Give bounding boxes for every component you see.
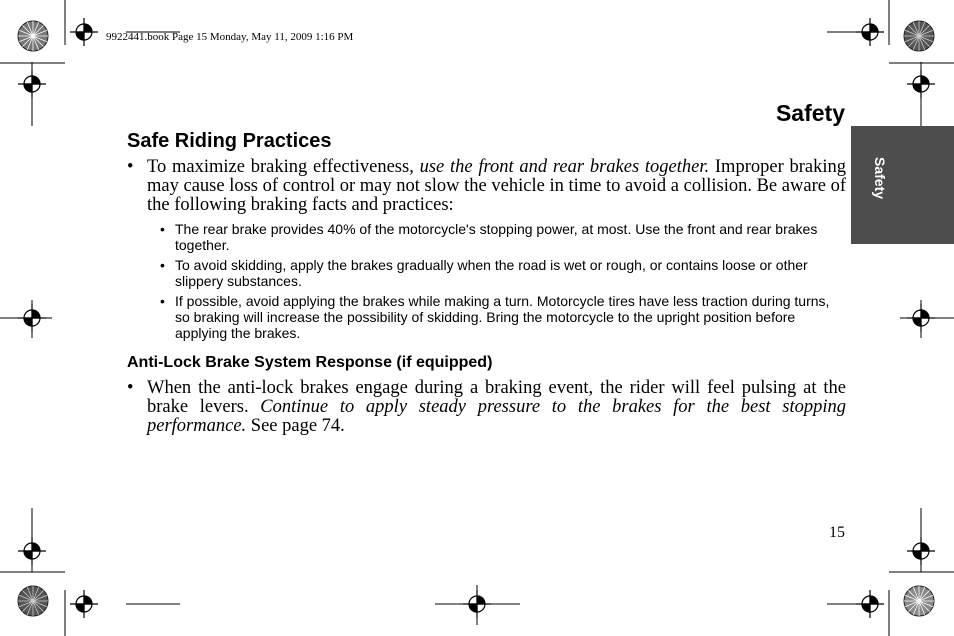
page-heading: Safe Riding Practices	[127, 130, 332, 152]
abs-subheading: Anti-Lock Brake System Response (if equipped)	[127, 354, 493, 371]
crosshair-icon	[70, 18, 98, 46]
crosshair-icon	[18, 537, 46, 565]
braking-bullet	[127, 158, 846, 215]
crosshair-icon	[70, 590, 98, 618]
bullet-emphasis-text: use the front and rear brakes together.	[419, 157, 710, 177]
starburst-icon	[904, 586, 934, 616]
crosshair-icon	[18, 70, 46, 98]
side-tab	[851, 126, 954, 244]
list-item: • To avoid skidding, apply the brakes gradually when the road is wet or rough, or contains loose or other slippery substances.	[127, 257, 846, 289]
crosshair-icon	[907, 304, 935, 332]
starburst-icon	[904, 21, 934, 51]
bullet-rest-text: Improper braking may cause loss of control or may not slow the vehicle in time to avoid a collision. Be aware of the following braking facts and practices:	[147, 157, 846, 215]
crosshair-icon	[463, 590, 491, 618]
starburst-icon	[18, 21, 48, 51]
abs-bullet	[127, 379, 846, 436]
bullet-lead-text: When the anti-lock brakes engage during a braking event, the rider will feel pulsing at the brake levers.	[147, 378, 846, 417]
page-number: 15	[829, 524, 845, 541]
print-info-line: 9922441.book Page 15 Monday, May 11, 2009 1:16 PM	[106, 31, 354, 43]
braking-facts-list	[127, 215, 846, 341]
bullet-lead-text: To maximize braking effectiveness,	[147, 157, 420, 177]
crosshair-icon	[907, 537, 935, 565]
main-content	[127, 128, 846, 436]
section-title: Safety	[775, 100, 845, 126]
crosshair-icon	[856, 18, 884, 46]
list-item: • If possible, avoid applying the brakes while making a turn. Motorcycle tires have less traction during turns, so braking will increase the possibility of skidding. Bring the motorcycle to the upright position before applying the brakes.	[127, 293, 846, 341]
starburst-icon	[18, 586, 48, 616]
bullet-emphasis-text: Continue to apply steady pressure to the brakes for the best stopping performance.	[147, 397, 846, 436]
bullet-rest-text: See page 74.	[246, 416, 345, 436]
side-tab-label: Safety	[872, 157, 888, 200]
crosshair-icon	[18, 304, 46, 332]
list-item: • The rear brake provides 40% of the motorcycle's stopping power, at most. Use the front and rear brakes together.	[127, 221, 846, 253]
crosshair-icon	[907, 70, 935, 98]
crosshair-icon	[856, 590, 884, 618]
